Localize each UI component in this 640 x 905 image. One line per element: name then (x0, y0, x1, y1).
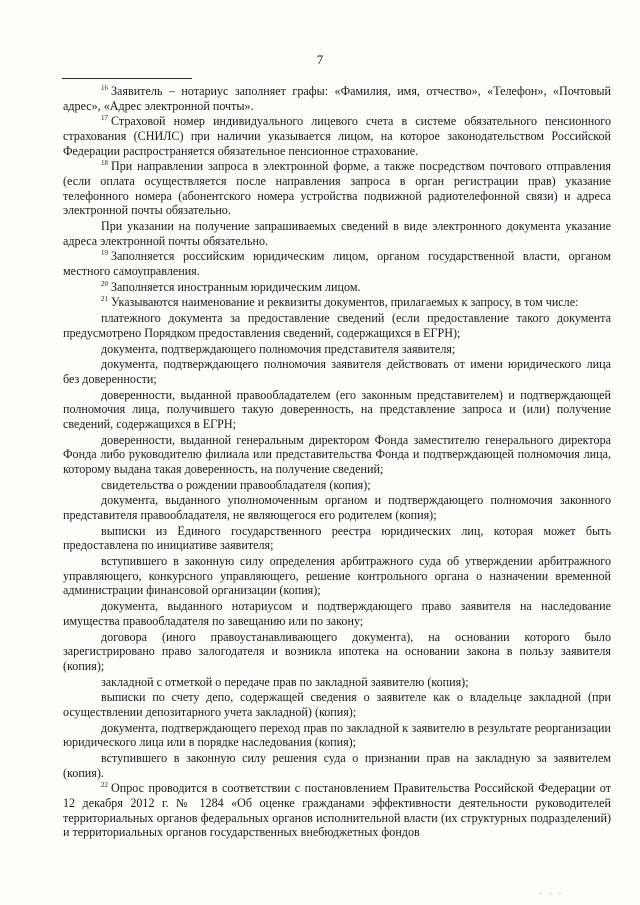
footnote-22 (63, 781, 611, 839)
footnote-marker: 19 (101, 249, 108, 258)
footnote-text: свидетельства о рождении правообладателя (копия); (101, 477, 371, 492)
footnote-text: документа, выданного уполномоченным органом и подтверждающего полномочия законного представителя правообладателя, не являющегося его родителем (копия); (63, 493, 611, 523)
page-number: 7 (316, 52, 324, 67)
footnote-paragraph (63, 721, 611, 750)
footnote-text: документа, выданного нотариусом и подтверждающего право заявителя на наследование имущества правообладателя по завещанию или по закону; (63, 599, 611, 628)
footnote-text: Указываются наименование и реквизиты документов, прилагаемых к запросу, в том числе: (111, 295, 579, 310)
footnote-paragraph (63, 493, 611, 522)
footnote-text: выписки по счету депо, содержащей сведения о заявителе как о владельце закладной (при осуществлении депозитарного учета закладной) (копия); (63, 690, 611, 719)
footnote-paragraph (63, 630, 611, 674)
footnote-text: договора (иного правоустанавливающего документа), на основании которого было зарегистрировано право залогодателя и возникла ипотека на основании закона в пользу заявителя (копия); (63, 629, 611, 673)
footnote-17 (63, 114, 611, 158)
scan-mark: . . . (540, 888, 564, 896)
footnote-text: Опрос проводится в соответствии с постановлением Правительства Российской Федерации от 12 декабря 2012 г. № 1284 «Об оценке гражданами эффективности деятельности руководителей территориальных органов федеральных органов исполнительной власти (их структурных подразделений) и территориальных органов государственных внебюджетных фондов (63, 781, 611, 840)
footnote-marker: 18 (101, 159, 108, 168)
footnote-19 (63, 249, 611, 278)
footnote-separator (62, 78, 192, 79)
footnote-20 (63, 280, 611, 295)
footnote-paragraph (63, 342, 611, 357)
footnote-paragraph (63, 751, 611, 780)
footnote-paragraph (63, 675, 611, 690)
footnote-paragraph (63, 357, 611, 386)
footnote-text: Страховой номер индивидуального лицевого счета в системе обязательного пенсионного страхования (СНИЛС) при наличии указывается лицом, на которое законодательством Российской Федерации распространяется обязательное пенсионное страхование. (63, 114, 611, 158)
footnote-paragraph (63, 388, 611, 432)
footnote-paragraph (63, 554, 611, 598)
footnote-marker: 16 (101, 83, 108, 92)
footnote-text: доверенности, выданной правообладателем (его законным представителем) и подтверждающей полномочия лица, получившего такую доверенность, на представление запроса и (или) получение сведений, содержащихся в ЕГРН; (63, 387, 611, 431)
footnote-text: Заполняется российским юридическим лицом, органом государственной власти, органом местного самоуправления. (63, 249, 611, 278)
footnote-21 (63, 295, 611, 310)
footnote-text: вступившего в законную силу решения суда о признании прав на закладную за заявителем (копия). (63, 751, 611, 780)
footnote-text: При указании на получение запрашиваемых сведений в виде электронного документа указание адреса электронной почты обязательно. (63, 218, 611, 248)
footnote-text: документа, подтверждающего полномочия заявителя действовать от имени юридического лица без доверенности; (63, 357, 611, 386)
footnote-paragraph (63, 599, 611, 628)
footnote-text: платежного документа за предоставление сведений (если предоставление такого документа предусмотрено Порядком предоставления сведений, содержащихся в ЕГРН); (63, 311, 611, 340)
footnote-16 (63, 84, 611, 113)
footnote-paragraph (63, 690, 611, 719)
footnote-marker: 17 (101, 114, 108, 123)
footnote-paragraph (63, 433, 611, 477)
footnote-text: выписки из Единого государственного реестра юридических лиц, которая может быть предоставлена по инициативе заявителя; (63, 523, 611, 553)
footnote-text: Заполняется иностранным юридическим лицом. (111, 279, 361, 294)
footnote-paragraph (63, 478, 611, 493)
footnote-marker: 22 (101, 781, 108, 790)
footnote-paragraph (63, 524, 611, 553)
footnote-text: вступившего в законную силу определения арбитражного суда об утверждении арбитражного управляющего, конкурсного управляющего, решение контрольного органа о назначении временной администрации финансовой организации (копия); (63, 554, 611, 598)
footnote-text: При направлении запроса в электронной форме, а также посредством почтового отправления (если оплата осуществляется после направления запроса в орган регистрации прав) указание телефонного номера (абонентского номера устройства подвижной радиотелефонной связи) и адреса электронной почты обязательно. (63, 159, 611, 218)
footnote-text: доверенности, выданной генеральным директором Фонда заместителю генерального директора Фонда либо руководителю филиала или представительства Фонда и подтверждающей полномочия лица, которому выдана такая доверенность, на получение сведений; (63, 432, 611, 476)
footnote-text: Заявитель – нотариус заполняет графы: «Фамилия, имя, отчество», «Телефон», «Почтовый адрес», «Адрес электронной почты». (63, 84, 611, 113)
footnotes-body (63, 84, 611, 841)
footnote-text: закладной с отметкой о передаче прав по закладной заявителю (копия); (101, 674, 469, 689)
footnote-text: документа, подтверждающего полномочия представителя заявителя; (101, 341, 456, 356)
footnote-text: документа, подтверждающего переход прав по закладной к заявителю в результате реорганизации юридического лица или в порядке наследования (копия); (63, 720, 611, 750)
footnote-paragraph (63, 311, 611, 340)
footnote-marker: 20 (101, 279, 108, 288)
footnote-paragraph (63, 219, 611, 248)
footnote-marker: 21 (101, 295, 108, 304)
footnote-18 (63, 159, 611, 217)
